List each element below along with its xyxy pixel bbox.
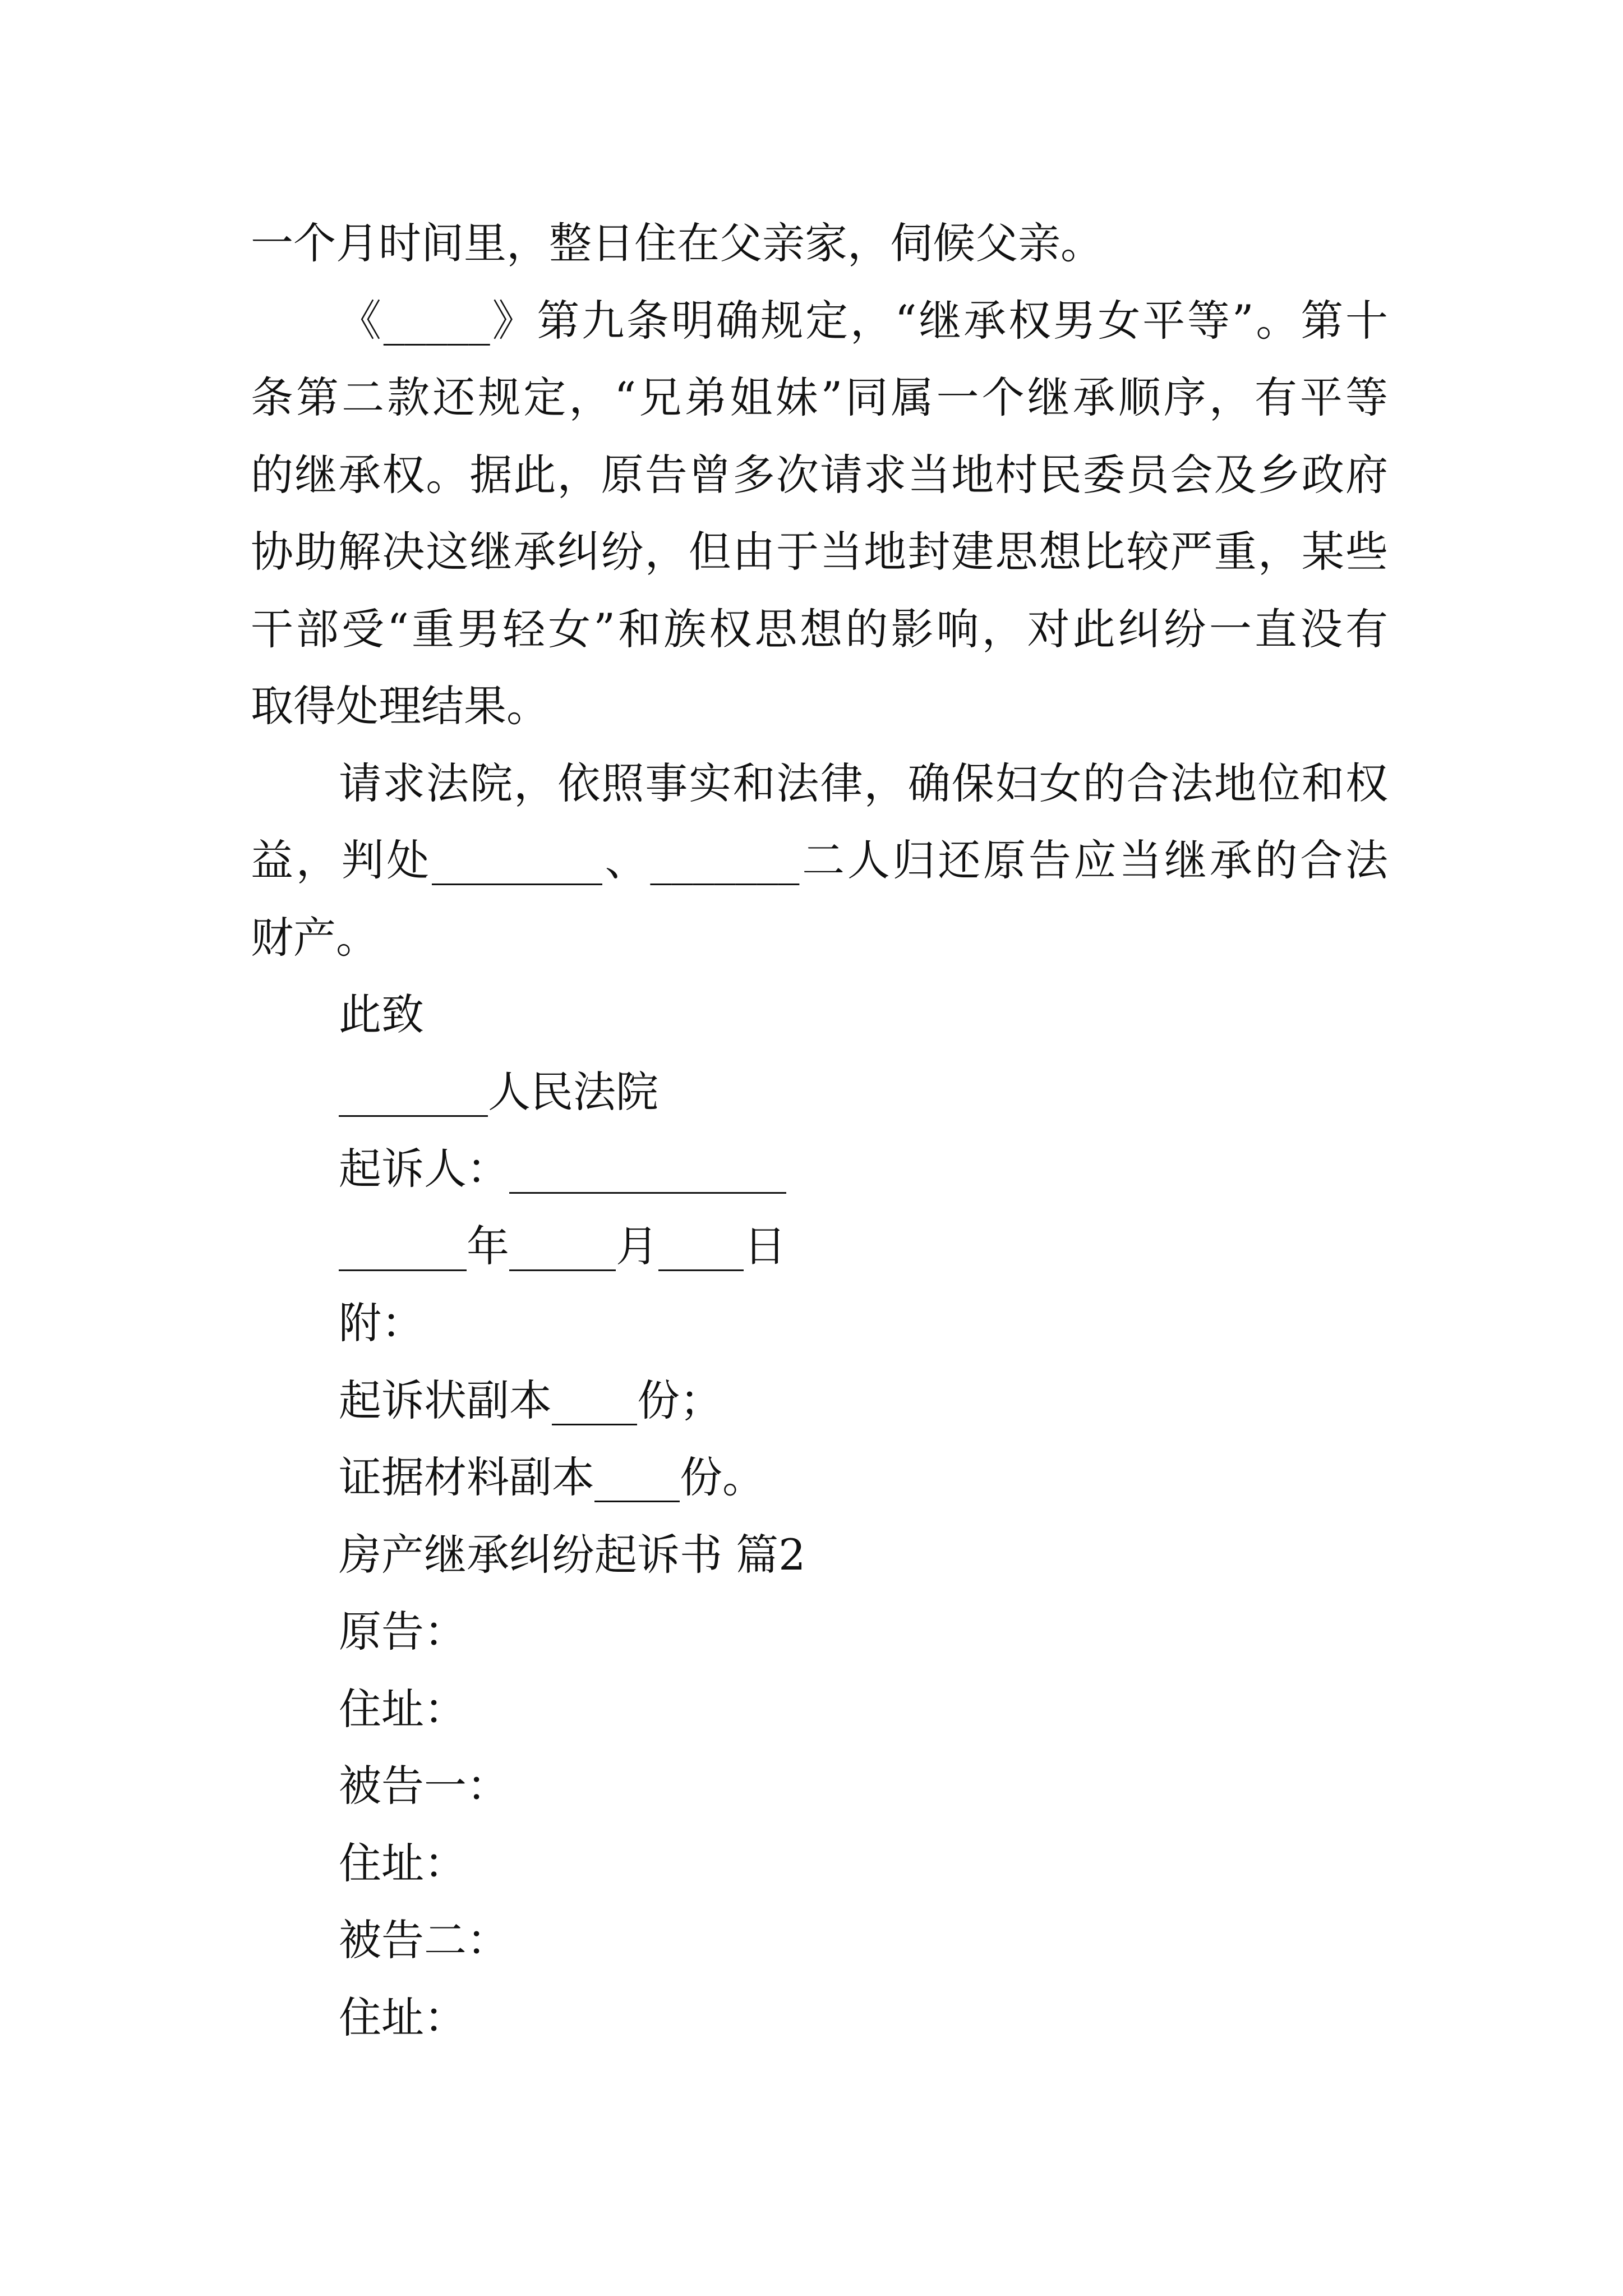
plaintiff-label: 原告：: [339, 1607, 467, 1657]
salutation: 此致: [339, 990, 424, 1039]
address-label: 住址：: [339, 1683, 467, 1734]
paragraph-line: 财产。: [251, 912, 379, 963]
attachment-item-evidence-copies: 证据材料副本____份。: [339, 1452, 765, 1502]
plaintiff-signature: 起诉人：_____________: [339, 1144, 786, 1194]
paragraph-line: 干部受“重男轻女”和族权思想的影响，对此纠纷一直没有: [251, 604, 1388, 654]
paragraph-line: 益，判处________、_______二人归还原告应当继承的合法: [251, 835, 1388, 885]
document-body: [251, 205, 1388, 2056]
defendant-one-label: 被告一：: [339, 1761, 509, 1811]
defendant-two-label: 被告二：: [339, 1915, 509, 1965]
paragraph-line: 的继承权。据此，原告曾多次请求当地村民委员会及乡政府: [251, 449, 1388, 500]
address-label: 住址：: [339, 1992, 467, 2042]
section-heading: 房产继承纠纷起诉书 篇2: [339, 1529, 806, 1580]
paragraph-line: 一个月时间里，整日住在父亲家，伺候父亲。: [251, 218, 1103, 268]
date-line: ______年_____月____日: [339, 1221, 786, 1271]
attachment-label: 附：: [339, 1298, 424, 1348]
paragraph-line: 条第二款还规定，“兄弟姐妹”同属一个继承顺序，有平等: [251, 372, 1388, 422]
address-label: 住址：: [339, 1838, 467, 1888]
paragraph-line: 协助解决这继承纠纷，但由于当地封建思想比较严重，某些: [251, 527, 1388, 577]
attachment-item-complaint-copies: 起诉状副本____份；: [339, 1375, 722, 1425]
paragraph-line: 取得处理结果。: [251, 681, 549, 731]
paragraph-line: 《_____》第九条明确规定，“继承权男女平等”。第十: [339, 295, 1388, 346]
court-name: _______人民法院: [339, 1066, 658, 1117]
paragraph-line: 请求法院，依照事实和法律，确保妇女的合法地位和权: [339, 758, 1388, 808]
